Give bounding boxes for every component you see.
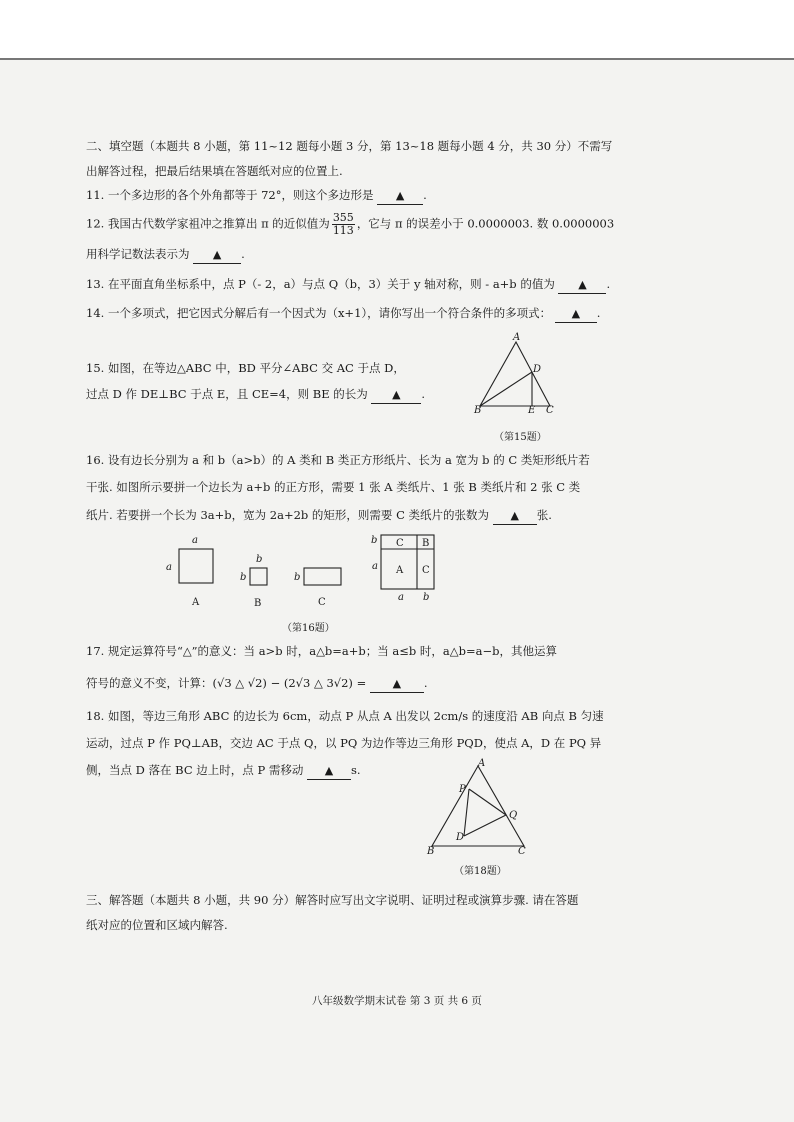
- square-b: [250, 568, 267, 585]
- q18-line1: 18. 如图，等边三角形 ABC 的边长为 6cm，动点 P 从点 A 出发以 2cm/s 的速度沿 AB 向点 B 匀速: [86, 709, 604, 723]
- segment-pd: [464, 789, 469, 836]
- q11-end: .: [423, 188, 427, 202]
- answer-blank: [307, 762, 351, 780]
- q12-text-b: ，它与 π 的误差小于 0.0000003. 数 0.0000003: [356, 216, 615, 231]
- label-d: D: [533, 364, 542, 375]
- cell-c: C: [422, 565, 430, 576]
- q18-line2: 运动，过点 P 作 PQ⊥AB，交边 AC 于点 Q，以 PQ 为边作等边三角形 PQD，使点 A，D 在 PQ 异: [86, 736, 602, 750]
- fraction-numerator: 355: [332, 211, 354, 224]
- label-c: C: [518, 846, 526, 857]
- figure-16-caption: （第16题）: [282, 623, 335, 634]
- answer-blank: [555, 305, 597, 323]
- triangle-mark-icon: ▲: [392, 388, 401, 401]
- section2-line2: 出解答过程，把最后结果填在答题纸对应的位置上.: [86, 164, 343, 178]
- q11-text: 11. 一个多边形的各个外角都等于 72°，则这个多边形是: [86, 188, 374, 202]
- label-type-b: B: [254, 598, 262, 609]
- figure-18: [428, 762, 528, 852]
- label-b: b: [256, 554, 263, 565]
- square-a: [179, 549, 213, 583]
- question-18-line3: [86, 762, 361, 780]
- fraction: [332, 212, 355, 237]
- label-e: E: [528, 405, 536, 416]
- label-b: b: [423, 592, 430, 603]
- q13-text: 13. 在平面直角坐标系中，点 P（- 2，a）与点 Q（b，3）关于 y 轴对称，则 - a+b 的值为: [86, 277, 555, 291]
- q12-text-a: 12. 我国古代数学家祖冲之推算出 π 的近似值为: [86, 216, 330, 231]
- label-b: B: [474, 405, 482, 416]
- section3-line2: 纸对应的位置和区域内解答.: [86, 918, 228, 932]
- question-15-line2: [86, 386, 425, 404]
- label-q: Q: [509, 810, 518, 821]
- triangle-mark-icon: ▲: [324, 764, 334, 777]
- question-11: [86, 187, 427, 205]
- label-c: C: [546, 405, 554, 416]
- q16-line1: 16. 设有边长分别为 a 和 b（a>b）的 A 类和 B 类正方形纸片、长为 a 宽为 b 的 C 类矩形纸片若: [86, 453, 590, 467]
- figure-18-caption: （第18题）: [454, 866, 507, 877]
- q16-end: 张.: [536, 508, 552, 522]
- q13-end: .: [606, 277, 611, 291]
- question-13: [86, 276, 610, 294]
- q12-end: .: [241, 247, 245, 261]
- figure-16: [170, 530, 460, 610]
- fraction-denominator: 113: [332, 224, 354, 237]
- question-16-line3: [86, 507, 552, 525]
- triangle-mark-icon: ▲: [212, 248, 222, 261]
- cell-c: C: [396, 538, 404, 549]
- segment-dq: [464, 815, 506, 836]
- q17-end: .: [423, 676, 428, 690]
- section2-line1: 二、填空题（本题共 8 小题，第 11~12 题每小题 3 分，第 13~18 题每小题 4 分，共 30 分）不需写: [86, 139, 613, 153]
- label-b: B: [427, 846, 435, 857]
- q18-line3: 侧，当点 D 落在 BC 边上时，点 P 需移动: [86, 763, 304, 777]
- cell-a: A: [396, 565, 404, 576]
- label-a: A: [478, 758, 486, 769]
- label-a: A: [513, 332, 521, 343]
- triangle-mark-icon: ▲: [571, 307, 581, 320]
- q14-text: 14. 一个多项式，把它因式分解后有一个因式为（x+1），请你写出一个符合条件的多项式：: [86, 306, 552, 320]
- triangle-mark-icon: ▲: [578, 278, 587, 291]
- triangle-mark-icon: ▲: [510, 509, 519, 522]
- label-d: D: [456, 832, 465, 843]
- label-b: b: [294, 572, 301, 583]
- answer-blank: [193, 246, 241, 264]
- question-17-line2: [86, 675, 428, 693]
- q16-line3: 纸片. 若要拼一个长为 3a+b，宽为 2a+2b 的矩形，则需要 C 类纸片的张数为: [86, 508, 490, 522]
- q17-line2: 符号的意义不变，计算：(√3 △ √2) − (2√3 △ 3√2) =: [86, 676, 367, 690]
- answer-blank: [377, 187, 423, 205]
- section3-line1: 三、解答题（本题共 8 小题，共 90 分）解答时应写出文字说明、证明过程或演算步骤. 请在答题: [86, 893, 579, 907]
- label-a: a: [372, 561, 378, 572]
- page-footer: 八年级数学期末试卷 第 3 页 共 6 页: [312, 995, 482, 1007]
- rect-c: [304, 568, 341, 585]
- triangle-mark-icon: ▲: [395, 189, 405, 202]
- question-14: [86, 305, 600, 323]
- q15-end: .: [421, 387, 426, 401]
- triangle-mark-icon: ▲: [392, 677, 402, 690]
- label-a: a: [166, 562, 172, 573]
- answer-blank: [371, 386, 421, 404]
- label-type-a: A: [192, 597, 200, 608]
- q16-line2: 干张. 如图所示要拼一个边长为 a+b 的正方形，需要 1 张 A 类纸片、1 张 B 类纸片和 2 张 C 类: [86, 480, 581, 494]
- label-p: P: [459, 784, 466, 795]
- triangle-abc: [432, 766, 524, 846]
- q12-line2: 用科学记数法表示为: [86, 247, 190, 261]
- q18-end: s.: [351, 763, 361, 777]
- label-a: a: [192, 535, 198, 546]
- label-type-c: C: [318, 597, 326, 608]
- question-12: [86, 212, 614, 237]
- figure-15: [470, 336, 570, 416]
- answer-blank: [558, 276, 606, 294]
- q15-line1: 15. 如图，在等边△ABC 中，BD 平分∠ABC 交 AC 于点 D，: [86, 361, 405, 375]
- segment-pq: [469, 789, 506, 815]
- figure-15-caption: （第15题）: [494, 432, 547, 443]
- answer-blank: [370, 675, 424, 693]
- question-12-line2: [86, 246, 245, 264]
- answer-blank: [493, 507, 537, 525]
- cell-b: B: [422, 538, 430, 549]
- label-b: b: [371, 535, 378, 546]
- q17-line1: 17. 规定运算符号“△”的意义：当 a>b 时，a△b=a+b；当 a≤b 时，a△b=a−b，其他运算: [86, 644, 557, 658]
- q14-end: .: [596, 306, 601, 320]
- label-a: a: [398, 592, 404, 603]
- q15-line2: 过点 D 作 DE⊥BC 于点 E，且 CE=4，则 BE 的长为: [86, 387, 368, 401]
- segment-bd: [480, 372, 532, 406]
- label-b: b: [240, 572, 247, 583]
